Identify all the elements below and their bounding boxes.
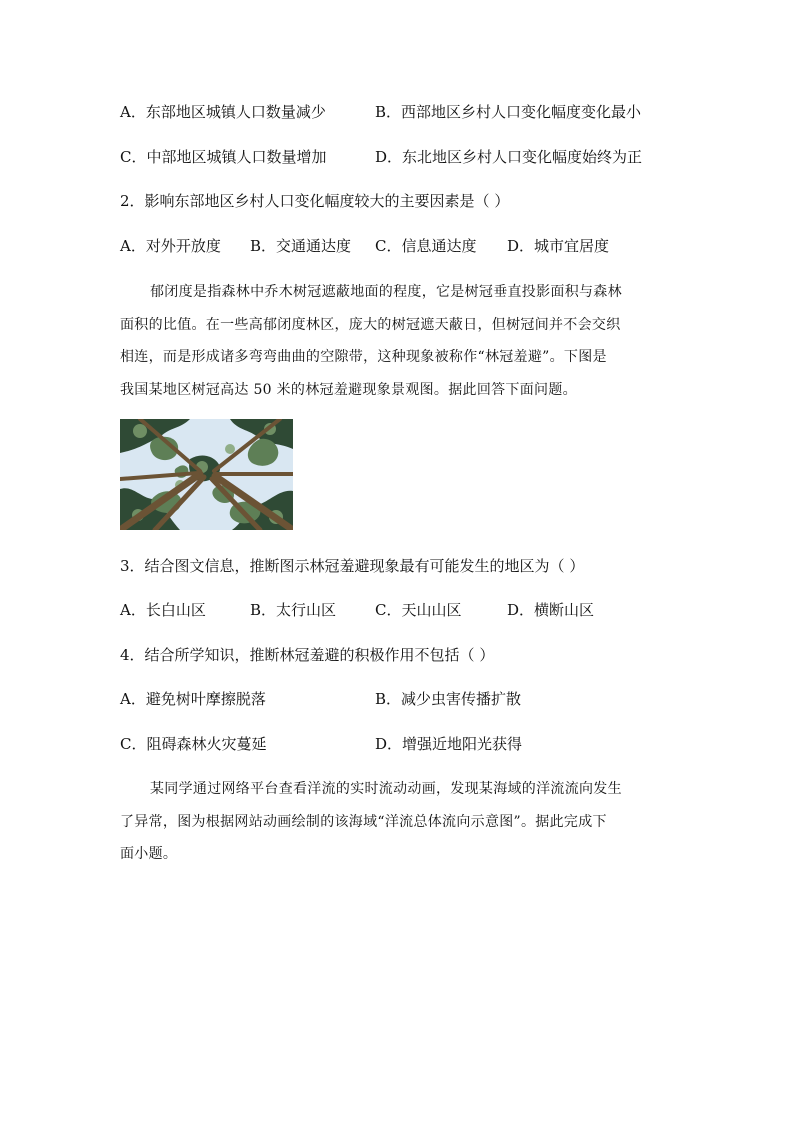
passage1-line2: 面积的比值。在一些高郁闭度林区，庞大的树冠遮天蔽日，但树冠间并不会交织 (120, 317, 621, 333)
q3-option-a[interactable]: A．长白山区 (120, 601, 206, 619)
q3-stem: 3．结合图文信息，推断图示林冠羞避现象最有可能发生的地区为（ ） (120, 557, 585, 575)
passage2-line2: 了异常，图为根据网站动画绘制的该海域“洋流总体流向示意图”。据此完成下 (120, 814, 607, 830)
q2-option-c[interactable]: C．信息通达度 (375, 237, 477, 255)
passage2-line3: 面小题。 (120, 846, 178, 862)
q3-option-c[interactable]: C．天山山区 (375, 601, 462, 619)
q3-option-b[interactable]: B．太行山区 (250, 601, 337, 619)
passage1-line3: 相连，而是形成诸多弯弯曲曲的空隙带，这种现象被称作“林冠羞避”。下图是 (120, 349, 607, 365)
q4-option-d[interactable]: D．增强近地阳光获得 (375, 735, 523, 753)
canopy-photo-icon (120, 419, 293, 530)
q2-option-b[interactable]: B．交通通达度 (250, 237, 352, 255)
q1-option-a[interactable]: A．东部地区城镇人口数量减少 (120, 103, 326, 121)
q2-option-a[interactable]: A．对外开放度 (120, 237, 221, 255)
q4-option-a[interactable]: A．避免树叶摩擦脱落 (120, 690, 266, 708)
passage1-line4: 我国某地区树冠高达 50 米的林冠羞避现象景观图。据此回答下面问题。 (120, 382, 577, 398)
q2-stem: 2．影响东部地区乡村人口变化幅度较大的主要因素是（ ） (120, 192, 510, 210)
q2-option-d[interactable]: D．城市宜居度 (507, 237, 610, 255)
q4-option-b[interactable]: B．减少虫害传播扩散 (375, 690, 522, 708)
passage2-line1: 某同学通过网络平台查看洋流的实时流动动画，发现某海域的洋流流向发生 (150, 781, 622, 797)
q1-option-b[interactable]: B．西部地区乡村人口变化幅度变化最小 (375, 103, 642, 121)
q4-option-c[interactable]: C．阻碍森林火灾蔓延 (120, 735, 267, 753)
q3-option-d[interactable]: D．横断山区 (507, 601, 595, 619)
q4-stem: 4．结合所学知识，推断林冠羞避的积极作用不包括（ ） (120, 646, 495, 664)
q1-option-d[interactable]: D．东北地区乡村人口变化幅度始终为正 (375, 148, 643, 166)
q1-option-c[interactable]: C．中部地区城镇人口数量增加 (120, 148, 327, 166)
forest-canopy-photo (120, 419, 293, 530)
passage1-line1: 郁闭度是指森林中乔木树冠遮蔽地面的程度，它是树冠垂直投影面积与森林 (150, 284, 622, 300)
